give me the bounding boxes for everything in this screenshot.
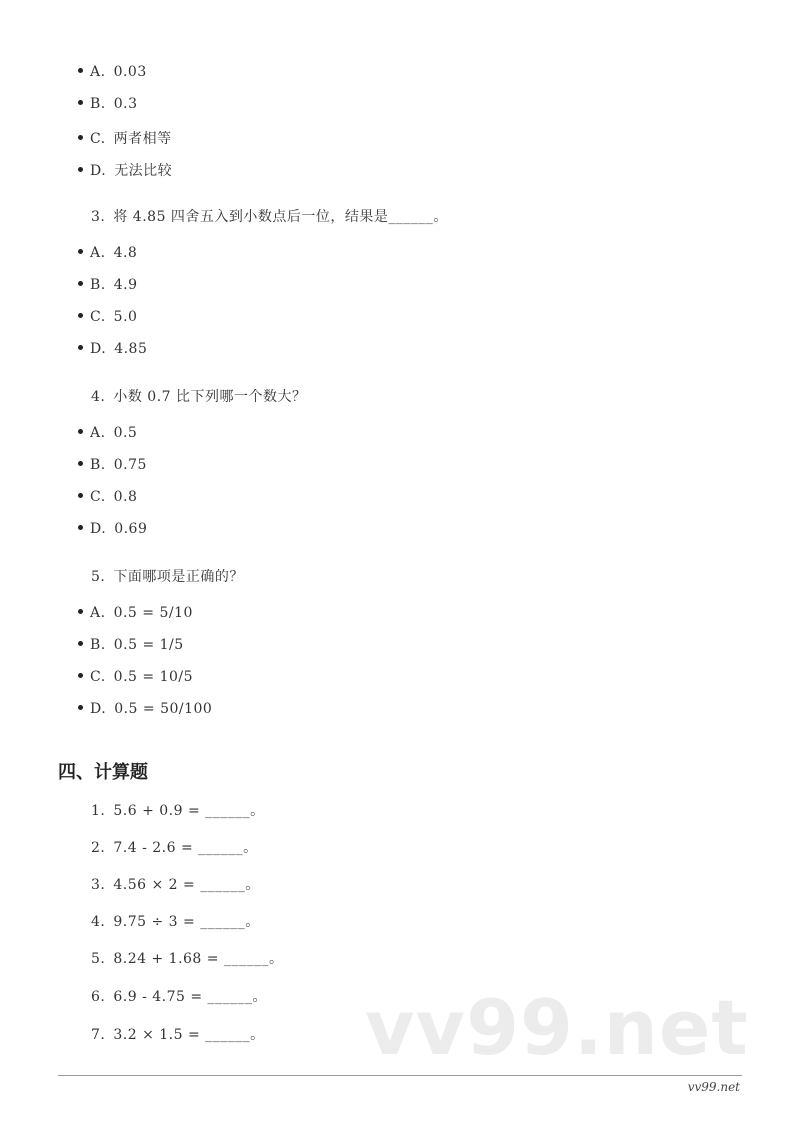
section-title: 四、计算题 [58,762,148,783]
option-q2-b: B. 0.3 [78,96,138,112]
option-q4-b: B. 0.75 [78,457,147,473]
option-q3-a: A. 4.8 [78,245,137,261]
option-q5-c: C. 0.5 = 10/5 [78,669,193,685]
bullet-icon [78,525,83,530]
bullet-icon [78,705,83,710]
calc-item-5: 5. 8.24 + 1.68 = ______。 [91,951,284,967]
option-q2-d: D. 无法比较 [78,160,172,180]
option-q2-a: A. 0.03 [78,64,147,80]
option-q3-d: D. 4.85 [78,341,147,357]
bullet-icon [78,313,83,318]
option-q5-b: B. 0.5 = 1/5 [78,637,184,653]
calc-item-2: 2. 7.4 - 2.6 = ______。 [91,840,258,856]
option-q4-d: D. 0.69 [78,521,147,537]
bullet-icon [78,673,83,678]
bullet-icon [78,135,83,140]
watermark: vv99.net [365,983,749,1072]
bullet-icon [78,167,83,172]
option-q2-c: C. 两者相等 [78,128,172,148]
bullet-icon [78,609,83,614]
calc-item-7: 7. 3.2 × 1.5 = ______。 [91,1027,265,1043]
footer-divider [58,1075,742,1076]
calc-item-3: 3. 4.56 × 2 = ______。 [91,877,260,893]
question-3: 3. 将 4.85 四舍五入到小数点后一位，结果是______。 [91,209,448,225]
bullet-icon [78,429,83,434]
option-q3-c: C. 5.0 [78,309,137,325]
option-q5-a: A. 0.5 = 5/10 [78,605,193,621]
footer-text: vv99.net [687,1080,740,1094]
bullet-icon [78,281,83,286]
calc-item-1: 1. 5.6 + 0.9 = ______。 [91,803,265,819]
bullet-icon [78,461,83,466]
bullet-icon [78,345,83,350]
bullet-icon [78,493,83,498]
option-q5-d: D. 0.5 = 50/100 [78,701,212,717]
bullet-icon [78,641,83,646]
option-q4-a: A. 0.5 [78,425,137,441]
option-q4-c: C. 0.8 [78,489,137,505]
question-5: 5. 下面哪项是正确的？ [91,569,244,585]
bullet-icon [78,68,83,73]
question-4: 4. 小数 0.7 比下列哪一个数大？ [91,389,307,405]
calc-item-6: 6. 6.9 - 4.75 = ______。 [91,989,268,1005]
option-q3-b: B. 4.9 [78,277,138,293]
calc-item-4: 4. 9.75 ÷ 3 = ______。 [91,914,260,930]
bullet-icon [78,249,83,254]
bullet-icon [78,100,83,105]
